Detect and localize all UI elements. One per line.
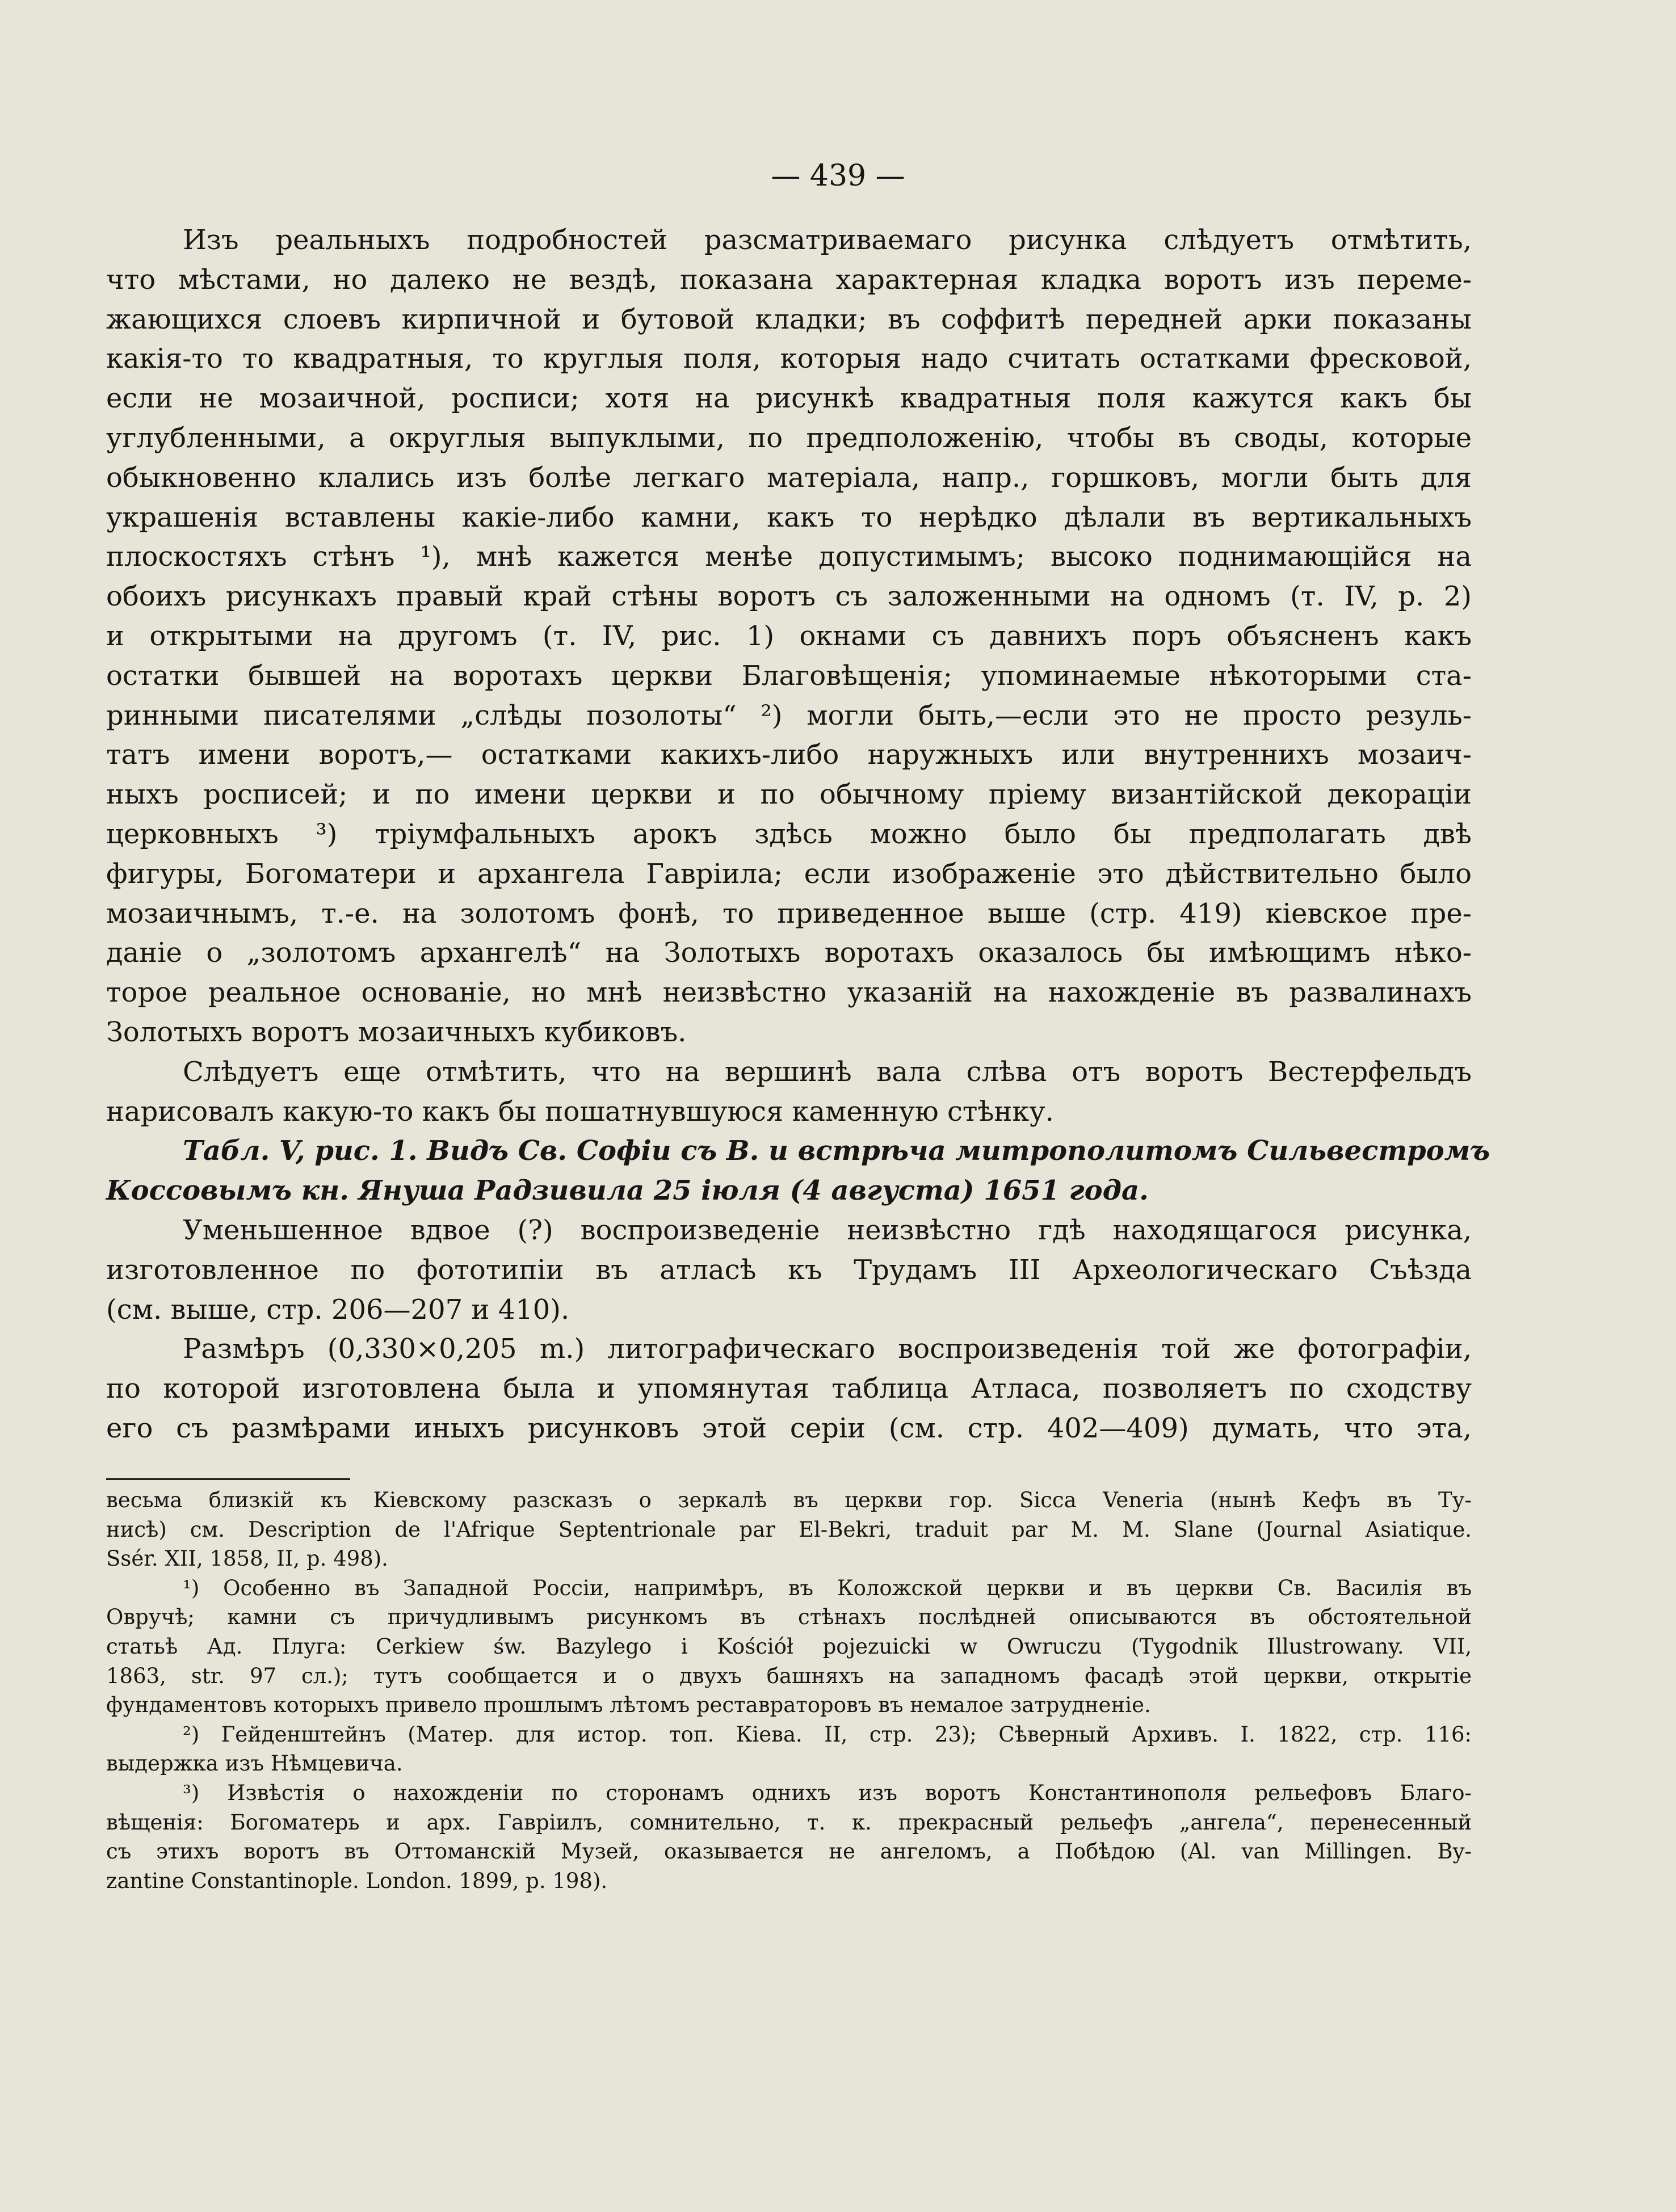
- text-line: углубленными, а округлыя выпуклыми, по предположенію, чтобы въ своды, которые: [106, 422, 1472, 454]
- text-line: мозаичнымъ, т.-е. на золотомъ фонѣ, то приведенное выше (стр. 419) кіевское пре-: [106, 897, 1472, 930]
- text-line: Изъ реальныхъ подробностей разсматриваемаго рисунка слѣдуетъ отмѣтить,: [183, 224, 1472, 256]
- footnote-line: весьма близкій къ Кіевскому разсказъ о зеркалѣ въ церкви гор. Sicca Veneria (нынѣ Кефъ въ Ту-: [106, 1488, 1472, 1512]
- text-line: украшенія вставлены какіе-либо камни, какъ то нерѣдко дѣлали въ вертикальныхъ: [106, 501, 1472, 533]
- text-line: Золотыхъ воротъ мозаичныхъ кубиковъ.: [106, 1016, 687, 1048]
- text-line: торое реальное основаніе, но мнѣ неизвѣстно указаній на нахожденіе въ развалинахъ: [106, 977, 1472, 1009]
- text-line: фигуры, Богоматери и архангела Гавріила; если изображеніе это дѣйствительно было: [106, 857, 1472, 890]
- text-line: ринными писателями „слѣды позолоты“ ²) могли быть,—если это не просто резуль-: [106, 699, 1472, 731]
- text-line: (см. выше, стр. 206—207 и 410).: [106, 1293, 570, 1326]
- text-line: Размѣръ (0,330×0,205 m.) литографическаго воспроизведенія той же фотографіи,: [183, 1333, 1472, 1365]
- text-line: ныхъ росписей; и по имени церкви и по обычному пріему византійской декораціи: [106, 779, 1472, 811]
- text-line: Уменьшенное вдвое (?) воспроизведеніе неизвѣстно гдѣ находящагося рисунка,: [183, 1214, 1472, 1246]
- text-line: церковныхъ ³) тріумфальныхъ арокъ здѣсь можно было бы предполагать двѣ: [106, 818, 1472, 850]
- text-line: татъ имени воротъ,— остатками какихъ-либо наружныхъ или внутреннихъ мозаич-: [106, 739, 1472, 771]
- text-line: какія-то то квадратныя, то круглыя поля, которыя надо считать остатками фресковой,: [106, 343, 1472, 375]
- footnote-line: ²) Гейденштейнъ (Матер. для истор. топ. Кіева. II, стр. 23); Сѣверный Архивъ. I. 1822, стр. 116:: [183, 1722, 1472, 1747]
- footnote-line: ³) Извѣстія о нахожденіи по сторонамъ однихъ изъ воротъ Константинополя рельефовъ Благо-: [183, 1781, 1472, 1805]
- text-line: остатки бывшей на воротахъ церкви Благовѣщенія; упоминаемые нѣкоторыми ста-: [106, 659, 1472, 692]
- footnote-divider: [106, 1478, 350, 1480]
- text-line: обыкновенно клались изъ болѣе легкаго матеріала, напр., горшковъ, могли быть для: [106, 461, 1472, 494]
- footnote-line: zantine Constantinople. London. 1899, p. 198).: [106, 1868, 608, 1893]
- page-number: — 439 —: [771, 159, 905, 193]
- text-line: что мѣстами, но далеко не вездѣ, показана характерная кладка воротъ изъ переме-: [106, 263, 1472, 296]
- text-line: жающихся слоевъ кирпичной и бутовой кладки; въ соффитѣ передней арки показаны: [106, 303, 1472, 335]
- text-line: нарисовалъ какую-то какъ бы пошатнувшуюся каменную стѣнку.: [106, 1095, 1054, 1128]
- text-line: Табл. V, рис. 1. Видъ Св. Софіи съ В. и встрѣча митрополитомъ Сильвестромъ: [183, 1135, 1490, 1167]
- footnote-line: 1863, str. 97 сл.); тутъ сообщается и о двухъ башняхъ на западномъ фасадѣ этой церкви, открытіе: [106, 1663, 1472, 1688]
- footnote-line: Овручѣ; камни съ причудливымъ рисункомъ въ стѣнахъ послѣдней описываются въ обстоятельной: [106, 1605, 1472, 1630]
- text-line: даніе о „золотомъ архангелѣ“ на Золотыхъ воротахъ оказалось бы имѣющимъ нѣко-: [106, 937, 1472, 969]
- footnote-line: нисѣ) см. Description de l'Afrique Septentrionale par El-Bekri, traduit par M. M. Slane (Journal Asiatique.: [106, 1517, 1472, 1542]
- footnote-line: выдержка изъ Нѣмцевича.: [106, 1751, 403, 1776]
- text-line: Коссовымъ кн. Януша Радзивила 25 іюля (4 августа) 1651 года.: [106, 1175, 1149, 1207]
- footnote-line: ¹) Особенно въ Западной Россіи, напримѣръ, въ Коложской церкви и въ церкви Св. Василія въ: [183, 1575, 1472, 1600]
- text-line: по которой изготовлена была и упомянутая таблица Атласа, позволяетъ по сходству: [106, 1373, 1472, 1405]
- text-line: Слѣдуетъ еще отмѣтить, что на вершинѣ вала слѣва отъ воротъ Вестерфельдъ: [183, 1055, 1472, 1088]
- text-line: изготовленное по фототипіи въ атласѣ къ Трудамъ III Археологическаго Съѣзда: [106, 1254, 1472, 1286]
- footnote-line: вѣщенія: Богоматерь и арх. Гавріилъ, сомнительно, т. к. прекрасный рельефъ „ангела“, перенесенный: [106, 1810, 1472, 1835]
- footnote-line: фундаментовъ которыхъ привело прошлымъ лѣтомъ реставраторовъ въ немалое затрудненіе.: [106, 1693, 1151, 1718]
- text-line: если не мозаичной, росписи; хотя на рисункѣ квадратныя поля кажутся какъ бы: [106, 382, 1472, 415]
- footnote-line: Ssér. XII, 1858, II, p. 498).: [106, 1546, 388, 1571]
- text-line: и открытыми на другомъ (т. IV, рис. 1) окнами съ давнихъ поръ объясненъ какъ: [106, 620, 1472, 652]
- text-line: обоихъ рисункахъ правый край стѣны воротъ съ заложенными на одномъ (т. IV, р. 2): [106, 581, 1472, 613]
- text-line: его съ размѣрами иныхъ рисунковъ этой серіи (см. стр. 402—409) думать, что эта,: [106, 1412, 1472, 1444]
- text-line: плоскостяхъ стѣнъ ¹), мнѣ кажется менѣе допустимымъ; высоко поднимающійся на: [106, 541, 1472, 573]
- footnote-line: статьѣ Ад. Плуга: Cerkiew św. Bazylego i Kościół pojezuicki w Owruczu (Tygodnik Illustrowany. VII,: [106, 1634, 1472, 1659]
- footnote-line: съ этихъ воротъ въ Оттоманскій Музей, оказывается не ангеломъ, а Побѣдою (Al. van Millingen. By-: [106, 1839, 1472, 1864]
